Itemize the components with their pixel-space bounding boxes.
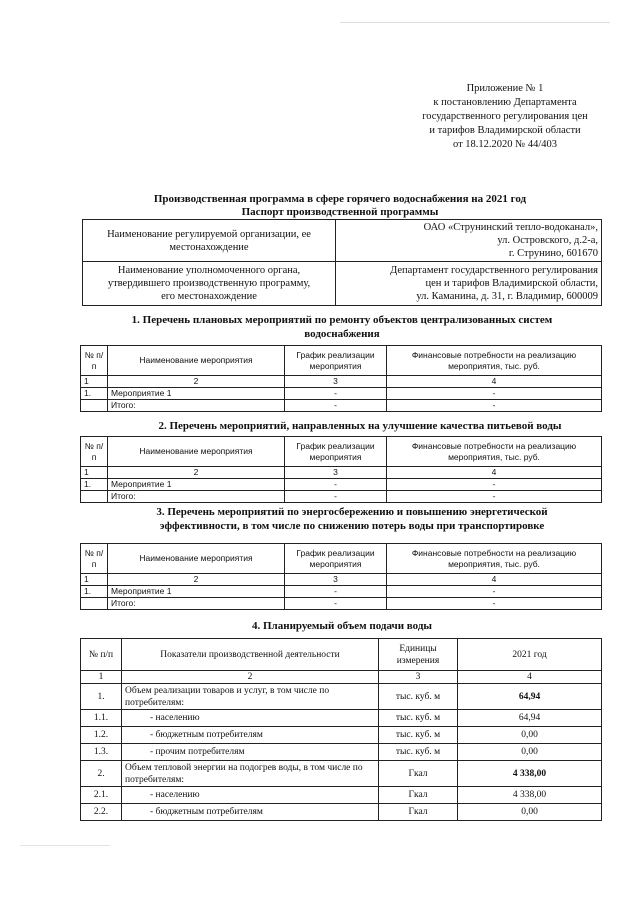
table-row: Итого: - -: [81, 598, 602, 610]
section-1-heading: 1. Перечень плановых мероприятий по ремонту объектов централизованных систем водоснабжения: [131, 314, 553, 340]
passport-label-authority: Наименование уполномоченного органа, утвердившего производственную программу, его местонахождение: [83, 262, 336, 306]
col-number: 2: [108, 376, 285, 388]
col-number: 3: [379, 671, 458, 684]
table-row: 1. Мероприятие 1 - -: [81, 388, 602, 400]
col-header-indicator: Показатели производственной деятельности: [122, 639, 379, 671]
col-number: 1: [81, 467, 108, 479]
col-header-number: № п/п: [81, 437, 108, 467]
table-row: 1.1. - населению тыс. куб. м 64,94: [81, 710, 602, 727]
col-header-finance: Финансовые потребности на реализацию мероприятия, тыс. руб.: [387, 437, 602, 467]
col-number: 4: [458, 671, 602, 684]
col-header-schedule: График реализации мероприятия: [285, 437, 387, 467]
document-subtitle: Паспорт производственной программы: [241, 206, 439, 218]
appendix-line: государственного регулирования цен: [422, 111, 588, 122]
col-number: 3: [285, 574, 387, 586]
section-2-table: [80, 436, 602, 503]
col-number: 2: [108, 467, 285, 479]
col-number: 1: [81, 574, 108, 586]
appendix-line: от 18.12.2020 № 44/403: [452, 139, 557, 150]
col-header-name: Наименование мероприятия: [108, 437, 285, 467]
col-header-unit: Единицы измерения: [379, 639, 458, 671]
col-number: 1: [81, 671, 122, 684]
col-header-number: № п/п: [81, 639, 122, 671]
col-number: 2: [108, 574, 285, 586]
document-title: Производственная программа в сфере горячего водоснабжения на 2021 год: [153, 193, 527, 205]
col-header-finance: Финансовые потребности на реализацию мероприятия, тыс. руб.: [387, 544, 602, 574]
col-header-schedule: График реализации мероприятия: [285, 346, 387, 376]
col-header-year: 2021 год: [458, 639, 602, 671]
scan-mark: [340, 22, 610, 23]
col-number: 4: [387, 376, 602, 388]
col-number: 4: [387, 467, 602, 479]
table-row: 1.2. - бюджетным потребителям тыс. куб. м 0,00: [81, 727, 602, 744]
table-row: Итого: - -: [81, 491, 602, 503]
col-header-schedule: График реализации мероприятия: [285, 544, 387, 574]
table-row: 1. Объем реализации товаров и услуг, в том числе по потребителям: тыс. куб. м 64,94: [81, 684, 602, 710]
section-1-table: [80, 345, 602, 412]
section-3-heading: 3. Перечень мероприятий по энергосбережению и повышению энергетической эффективности, в том числе по снижению потерь воды при транспортировке: [156, 506, 548, 532]
passport-label-organization: Наименование регулируемой организации, ее местонахождение: [83, 220, 336, 262]
volume-table: [80, 638, 602, 821]
col-number: 2: [122, 671, 379, 684]
table-row: 2.1. - населению Гкал 4 338,00: [81, 787, 602, 804]
col-header-name: Наименование мероприятия: [108, 346, 285, 376]
table-row: 2. Объем тепловой энергии на подогрев воды, в том числе по потребителям: Гкал 4 338,00: [81, 761, 602, 787]
section-4-heading: 4. Планируемый объем подачи воды: [252, 620, 432, 632]
passport-table: [82, 219, 602, 306]
table-row: 2.2. - бюджетным потребителям Гкал 0,00: [81, 804, 602, 821]
col-header-name: Наименование мероприятия: [108, 544, 285, 574]
col-number: 4: [387, 574, 602, 586]
passport-value-organization: ОАО «Струнинский тепло-водоканал», ул. Островского, д.2-а, г. Струнино, 601670: [336, 220, 602, 262]
col-header-finance: Финансовые потребности на реализацию мероприятия, тыс. руб.: [387, 346, 602, 376]
section-3-table: [80, 543, 602, 610]
col-number: 3: [285, 467, 387, 479]
table-row: 1. Мероприятие 1 - -: [81, 479, 602, 491]
col-number: 3: [285, 376, 387, 388]
appendix-line: к постановлению Департамента: [433, 97, 577, 108]
col-header-number: № п/п: [81, 346, 108, 376]
appendix-block: [380, 82, 630, 152]
col-number: 1: [81, 376, 108, 388]
table-row: Итого: - -: [81, 400, 602, 412]
table-row: 1. Мероприятие 1 - -: [81, 586, 602, 598]
col-header-number: № п/п: [81, 544, 108, 574]
appendix-line: Приложение № 1: [466, 83, 544, 94]
section-2-heading: 2. Перечень мероприятий, направленных на улучшение качества питьевой воды: [158, 420, 562, 432]
scan-mark: [20, 845, 110, 846]
appendix-line: и тарифов Владимирской области: [429, 125, 581, 136]
passport-value-authority: Департамент государственного регулирования цен и тарифов Владимирской области, ул. Каманина, д. 31, г. Владимир, 600009: [336, 262, 602, 306]
table-row: 1.3. - прочим потребителям тыс. куб. м 0,00: [81, 744, 602, 761]
